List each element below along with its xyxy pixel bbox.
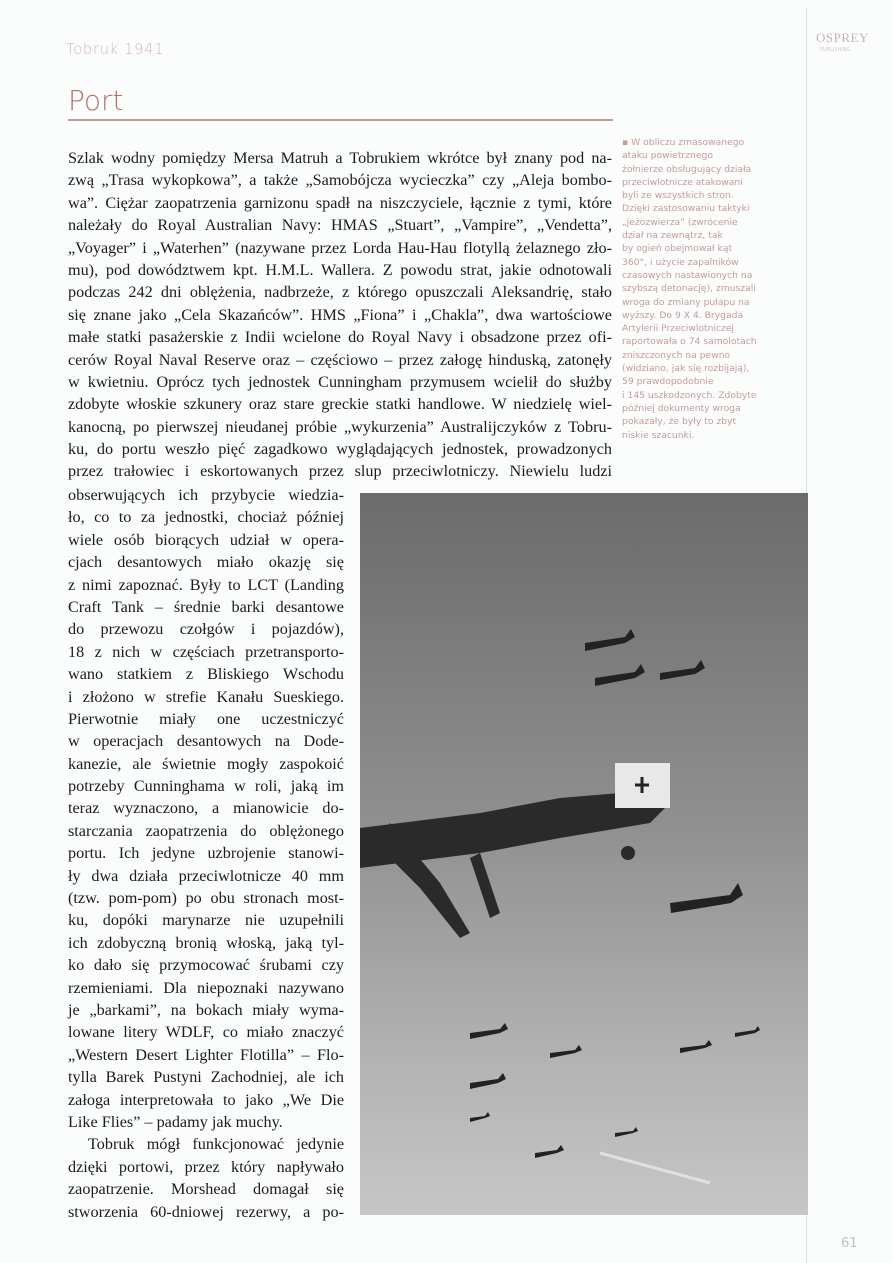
caption-line: „jeżozwierza” (zwrócenie: [622, 216, 738, 228]
text-line: potrzeby Cunninghama w roli, jaką im: [68, 777, 344, 796]
caption-line: 59 prawdopodobnie: [622, 376, 714, 388]
text-column: [68, 484, 344, 1223]
text-line: portu. Ich jedyne uzbrojenie stanowi-: [68, 844, 344, 863]
text-line: ich zdobyczną bronią włoską, jaką tyl-: [68, 933, 344, 952]
photo-stuka-formation: [360, 493, 808, 1215]
text-line: z nimi zapoznać. Były to LCT (Landing: [68, 575, 344, 594]
caption-line: pokazały, że były to zbyt: [622, 416, 737, 428]
caption-line: (widziano, jak się rozbijają),: [622, 363, 750, 375]
caption-line: ataku powietrznego: [622, 150, 713, 162]
text-line: „Voyager” i „Waterhen” (nazywane przez Lorda Hau-Hau flotyllą żelaznego zło-: [68, 238, 612, 257]
text-line: Tobruk mógł funkcjonować jedynie: [88, 1135, 344, 1154]
caption-line: czasowych nastawionych na: [622, 269, 753, 281]
text-line: ku, dopóki marynarze nie uzupełnili: [68, 911, 344, 930]
text-line: kanezie, ale świetnie mogły zaspokoić: [68, 754, 344, 773]
caption-line: szybszą detonację), zmuszali: [622, 283, 756, 295]
text-line: tylla Barek Pustyni Zachodniej, ale ich: [68, 1068, 344, 1087]
text-line: ły dwa działa przeciwlotnicze 40 mm: [68, 866, 344, 885]
text-line: podczas 242 dni oblężenia, nadbrzeże, z którego opuszczali Aleksandrię, stało: [68, 283, 612, 302]
caption-line: dział na zewnątrz, tak: [622, 230, 723, 242]
text-line: załoga interpretowała to jako „We Die: [68, 1090, 344, 1109]
caption-line: raportowała o 74 samolotach: [622, 336, 757, 348]
caption-line: 360°, i użycie zapalników: [622, 256, 739, 268]
text-line: małe statki pasażerskie z Indii wcielone do Royal Navy i obsadzone przez ofi-: [68, 328, 612, 347]
text-line: wano statkiem z Bliskiego Wschodu: [68, 665, 344, 684]
caption-line: zniszczonych na pewno: [622, 349, 731, 361]
caption-line: przeciwlotnicze atakowani: [622, 176, 743, 188]
text-line: przez trałowiec i eskortowanych przez slup przeciwlotniczy. Niewielu ludzi: [68, 462, 612, 481]
text-line: „Western Desert Lighter Flotilla” – Flo-: [68, 1045, 344, 1064]
text-line: stworzenia 60-dniowej rezerwy, a po-: [68, 1202, 344, 1221]
paragraph-full-width: [68, 147, 612, 483]
text-line: teraz wyznaczono, a mianowicie do-: [68, 799, 344, 818]
text-line: lowane litery WDLF, co miało znaczyć: [68, 1023, 344, 1042]
caption-line: Dzięki zastosowaniu taktyki: [622, 203, 750, 215]
text-line: zaopatrzenie. Morshead domagał się: [68, 1180, 344, 1199]
paragraph-continued: [68, 484, 344, 1133]
caption-line: byli ze wszystkich stron.: [622, 190, 734, 202]
text-line: starczania zaopatrzenia do oblężonego: [68, 821, 344, 840]
text-line: zwą „Trasa wykopkowa”, a także „Samobójcza wycieczka” czy „Aleja bombo-: [68, 171, 612, 190]
text-line: się znane jako „Cela Skazańców”. HMS „Fiona” i „Chakla”, dwa wartościowe: [68, 305, 612, 324]
running-title: Tobruk 1941: [66, 40, 165, 58]
text-line: rzemieniami. Dla niepoznaki nazywano: [68, 978, 344, 997]
caption-line: by ogień obejmował kąt: [622, 243, 733, 255]
text-line: ko dało się przymocować śrubami czy: [68, 956, 344, 975]
text-line: cjach desantowych miało okazję się: [68, 553, 344, 572]
text-line: (tzw. pom-pom) po obu stronach most-: [68, 889, 344, 908]
caption-line: Artylerii Przeciwlotniczej: [622, 323, 735, 335]
text-line: ku, do portu weszło pięć zagadkowo wyglądających jednostek, prowadzonych: [68, 440, 612, 459]
text-line: Craft Tank – średnie barki desantowe: [68, 597, 344, 616]
title-underline: [68, 119, 613, 121]
page-number: 61: [841, 1236, 858, 1251]
text-line: cerów Royal Naval Reserve oraz – częściowo – przez załogę hinduską, zatonęły: [68, 350, 612, 369]
caption-line: wroga do zmiany pułapu na: [622, 296, 750, 308]
caption-line: później dokumenty wroga: [622, 402, 741, 414]
text-line: dzięki portowi, przez który napływało: [68, 1157, 344, 1176]
section-title: Port: [68, 84, 124, 117]
text-line: w operacjach desantowych na Dode-: [68, 732, 344, 751]
text-line: do przewozu czołgów i pojazdów),: [68, 620, 344, 639]
text-line: zdobyte włoskie szkunery oraz stare greckie statki handlowe. W niedzielę wiel-: [68, 395, 612, 414]
text-line: ło, co to za jednostki, chociaż później: [68, 508, 344, 527]
caption-line: ▪ W obliczu zmasowanego: [622, 137, 745, 148]
publisher-logo-sub: PUBLISHING: [820, 47, 851, 53]
caption-line: wyższy. Do 9 X 4. Brygada: [622, 309, 744, 321]
text-line: wa”. Ciężar zaopatrzenia garnizonu spadł na niszczyciele, łącznie z tymi, które: [68, 193, 612, 212]
text-line: w kwietniu. Oprócz tych jednostek Cunningham przymusem wcielił do służby: [68, 372, 612, 391]
text-line: 18 z nich w częściach przetransporto-: [68, 642, 344, 661]
text-line: i złożono w strefie Kanału Sueskiego.: [68, 687, 344, 706]
text-line: Pierwotnie miały one uczestniczyć: [68, 709, 344, 728]
text-line: mu), pod dowództwem kpt. H.M.L. Wallera. Z powodu strat, jakie odnotowali: [68, 260, 612, 279]
text-line: kanocną, po pierwszej nieudanej próbie „wykurzenia” Australijczyków z Tobru-: [68, 417, 612, 436]
text-line: je „barkami”, na bokach miały wyma-: [68, 1000, 344, 1019]
caption-line: i 145 uszkodzonych. Zdobyte: [622, 389, 757, 401]
text-line: należały do Royal Australian Navy: HMAS „Stuart”, „Vampire”, „Vendetta”,: [68, 216, 612, 235]
photo-caption: [622, 136, 807, 442]
paragraph-tobruk-port: [68, 1133, 344, 1223]
text-line: Like Flies” – padamy jak muchy.: [68, 1112, 283, 1131]
text-line: wiele osób biorących udział w opera-: [68, 530, 344, 549]
publisher-logo: OSPREY: [816, 30, 869, 45]
text-line: Szlak wodny pomiędzy Mersa Matruh a Tobrukiem wkrótce był znany pod na-: [68, 149, 612, 167]
text-line: obserwujących ich przybycie wiedzia-: [68, 486, 344, 504]
caption-line: żołnierze obsługujący działa: [622, 163, 752, 175]
caption-line: niskie szacunki.: [622, 429, 695, 441]
